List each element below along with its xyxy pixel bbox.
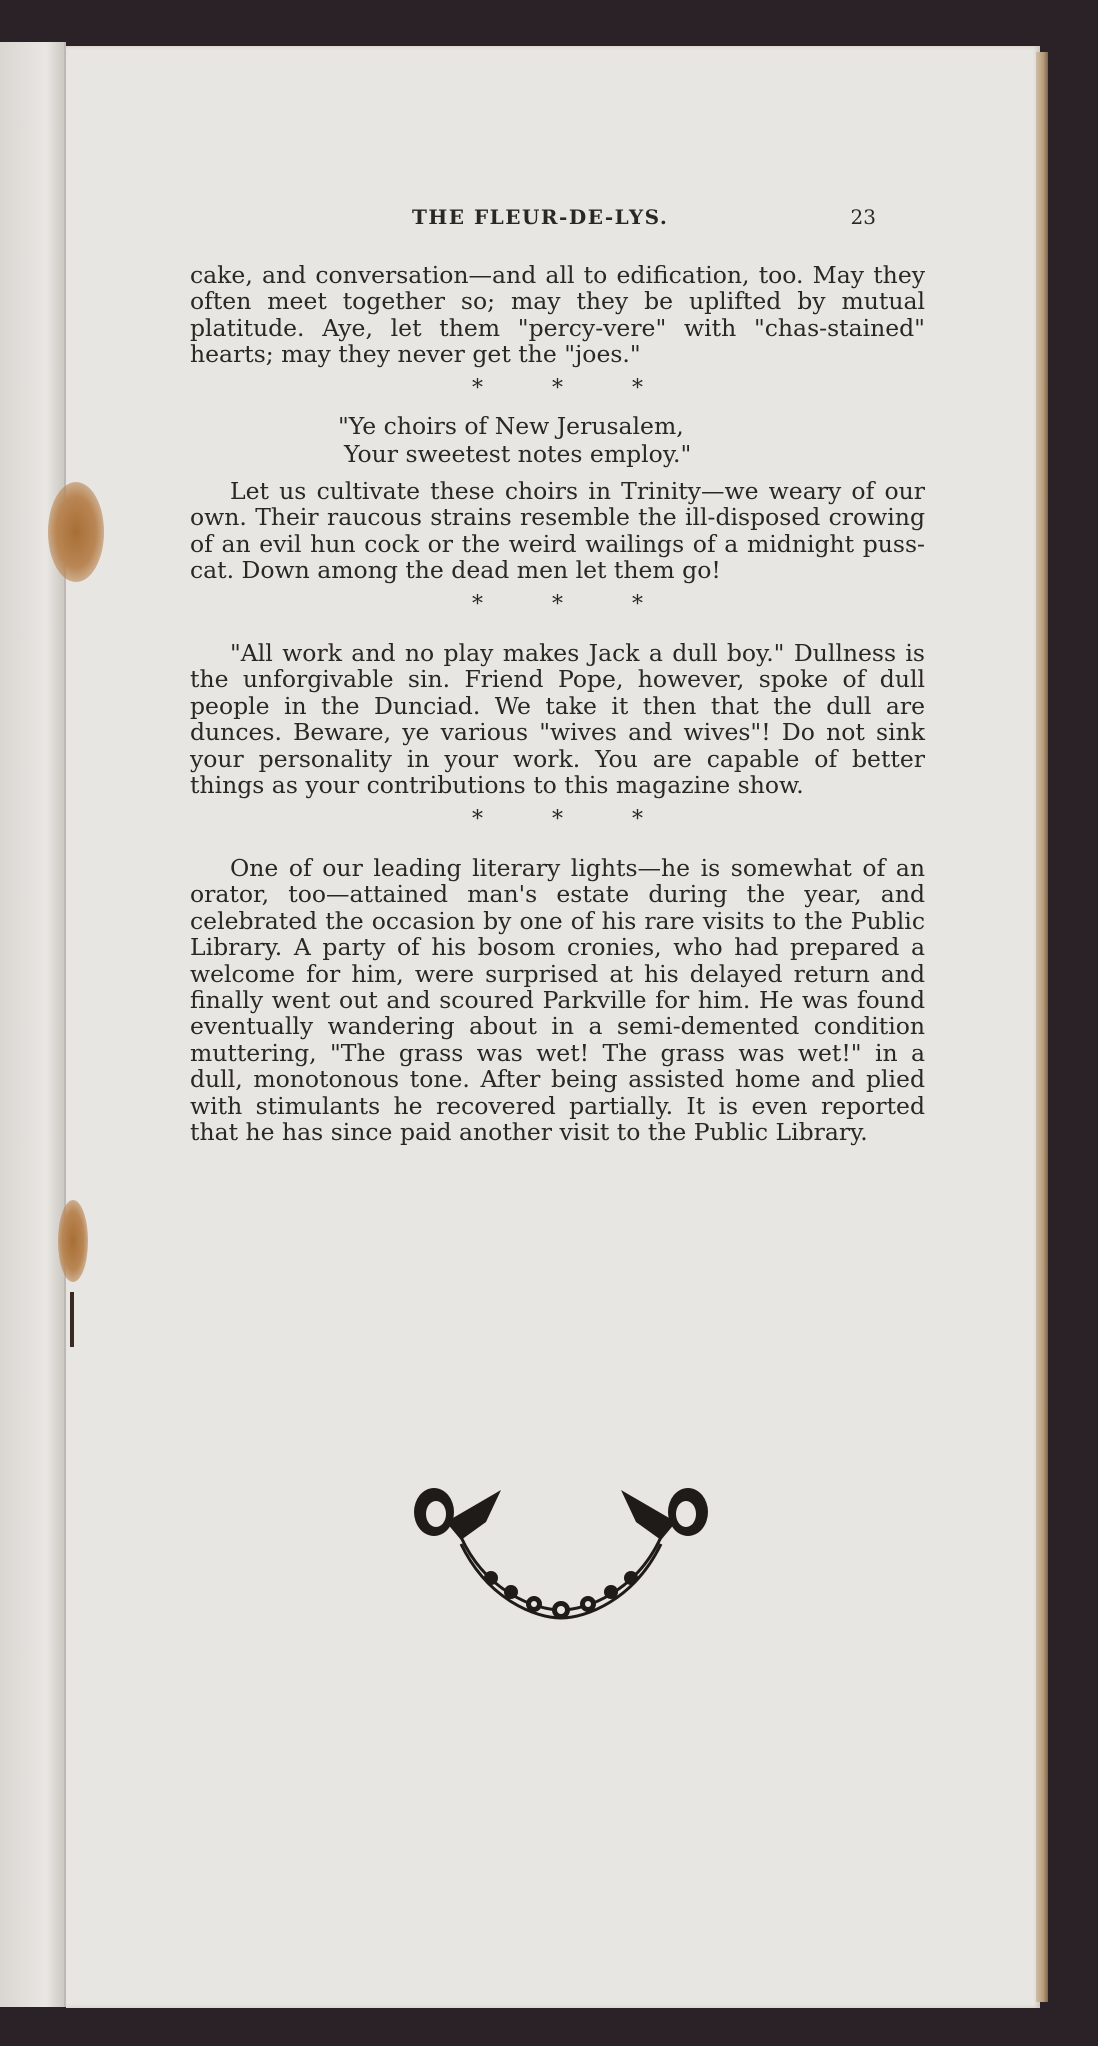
garland-ornament-icon (406, 1482, 716, 1627)
section-divider-stars: * * * (472, 591, 643, 617)
section-divider-stars: * * * (472, 806, 643, 832)
page-edge (1036, 52, 1048, 2002)
poem-line: "Ye choirs of New Jerusalem, (338, 412, 684, 441)
binding-stain (48, 482, 104, 582)
paragraph: "All work and no play makes Jack a dull boy." Dullness is the unforgivable sin. Friend Pope, however, spoke of dull people in the Dunciad. We take it then that the dull are dunces. Beware, ye various "wives and wives"! Do not sink your personality in your work. You are capable of better things as your contributions to this magazine show. (190, 639, 925, 800)
running-title: THE FLEUR-DE-LYS. (412, 205, 669, 229)
poem-line: Your sweetest notes employ." (344, 440, 692, 469)
binding-stain (58, 1200, 88, 1282)
poem-quote (338, 412, 925, 468)
section-divider-stars: * * * (472, 375, 643, 401)
paragraph: One of our leading literary lights—he is somewhat of an orator, too—attained man's estate during the year, and celebrated the occasion by one of his rare visits to the Public Library. A party of his bosom cronies, who had prepared a welcome for him, were surprised at his delayed return and finally went out and scoured Parkville for him. He was found eventually wandering about in a semi-demented condition muttering, "The grass was wet! The grass was wet!" in a dull, monotonous tone. After being assisted home and plied with stimulants he recovered partially. It is even reported that he has since paid another visit to the Public Library. (190, 853, 925, 1146)
left-page-edge (0, 42, 66, 2007)
binding-mark (70, 1292, 74, 1347)
page-number: 23 (850, 205, 876, 229)
paragraph: Let us cultivate these choirs in Trinity—we weary of our own. Their raucous strains resemble the ill-disposed crowing of an evil hun cock or the weird wailings of a midnight puss-cat. Down among the dead men let them go! (190, 477, 925, 585)
text-block (190, 262, 925, 1145)
paragraph: cake, and conversation—and all to edification, too. May they often meet together so; may they be uplifted by mutual platitude. Aye, let them "percy-vere" with "chas-stained" hearts; may they never get the "joes." (190, 261, 925, 369)
running-head (190, 205, 900, 237)
